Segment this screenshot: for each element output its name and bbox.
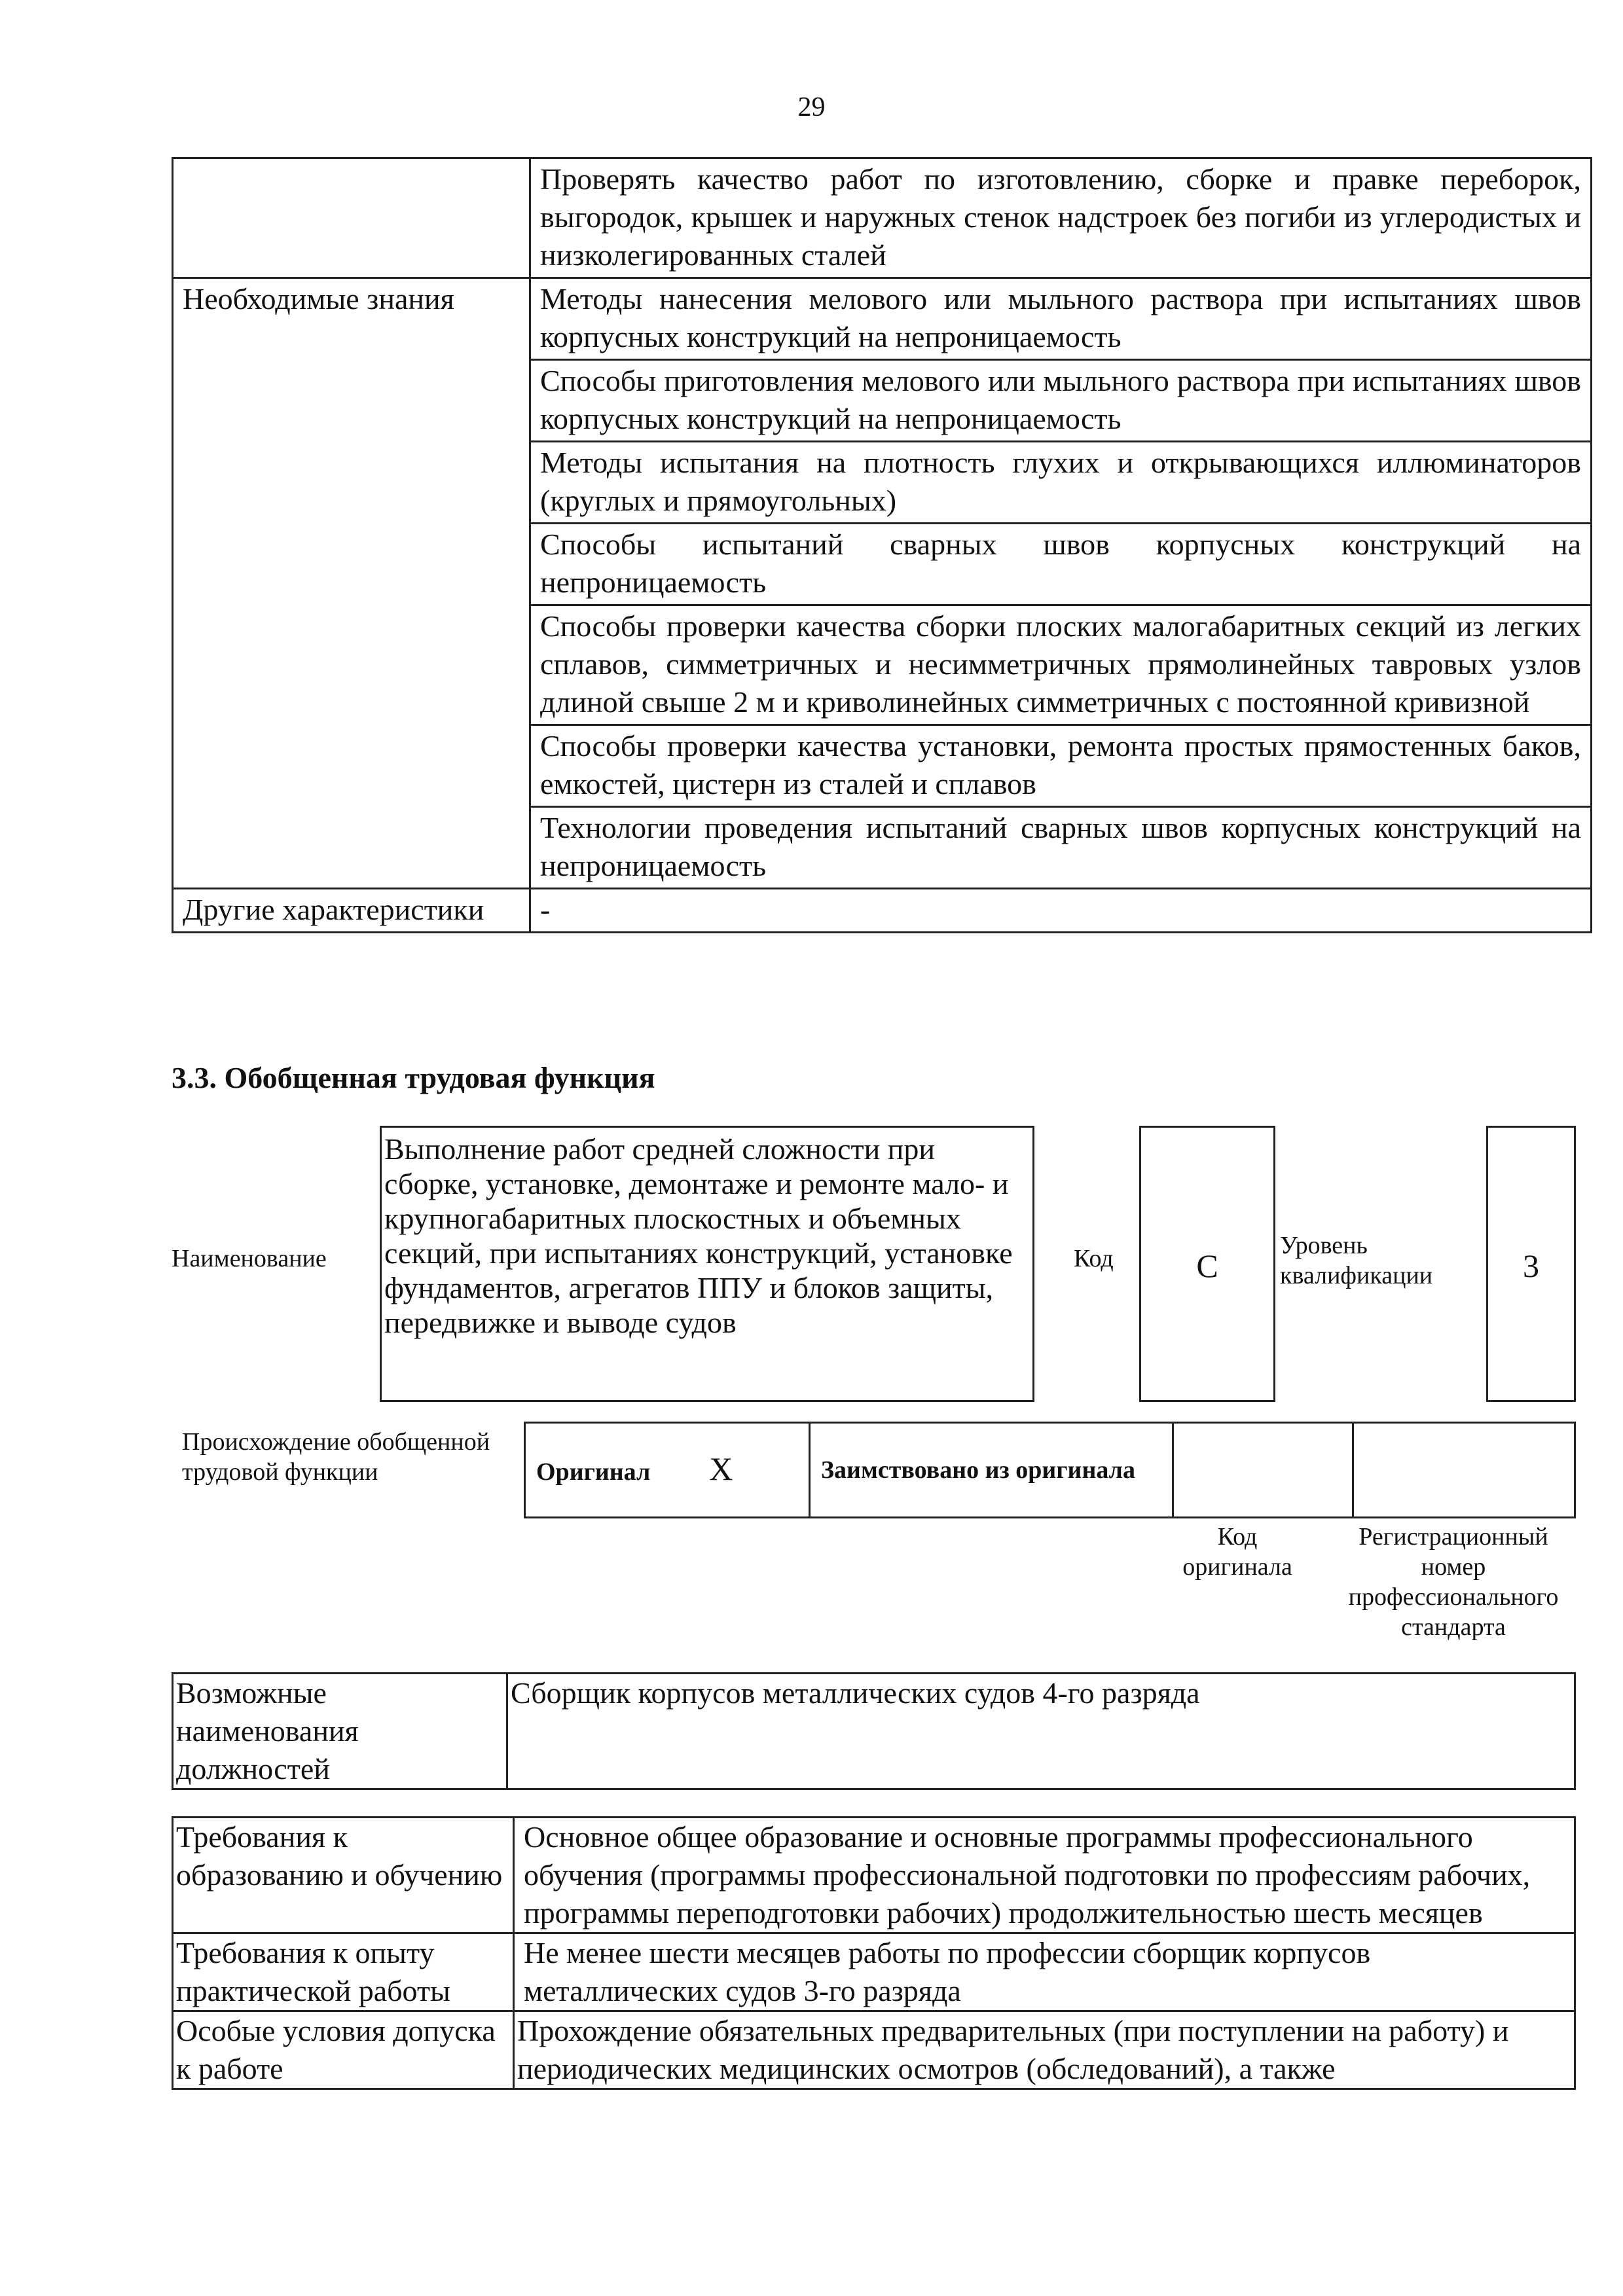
knowledge-item: Методы нанесения мелового или мыльного раствора при испытаниях швов корпусных конструкций на непроницаемость <box>530 278 1592 360</box>
function-name-box: Выполнение работ средней сложности при сборке, установке, демонтаже и ремонте мало- и крупногабаритных плоскостных и объемных секций, при испытаниях конструкций, установке фундаментов, агрегатов ППУ и блоков защиты, передвижке и выводе судов <box>380 1126 1034 1402</box>
original-cell <box>525 1423 810 1518</box>
admission-conditions-label: Особые условия допуска к работе <box>173 2011 514 2089</box>
education-requirements-label: Требования к образованию и обучению <box>173 1818 514 1933</box>
code-label: Код <box>1074 1245 1114 1272</box>
knowledge-item: Способы приготовления мелового или мыльного раствора при испытаниях швов корпусных конструкций на непроницаемость <box>530 360 1592 442</box>
page-number: 29 <box>797 92 826 122</box>
knowledge-label: Необходимые знания <box>173 278 530 889</box>
original-label: Оригинал <box>536 1458 651 1486</box>
other-characteristics-label: Другие характеристики <box>173 889 530 933</box>
table-row <box>173 1674 1575 1789</box>
table-row <box>525 1423 1575 1518</box>
section-heading: 3.3. Обобщенная трудовая функция <box>172 1061 655 1094</box>
original-mark: X <box>709 1450 733 1487</box>
qualification-level-box: 3 <box>1486 1126 1576 1402</box>
name-label: Наименование <box>172 1245 327 1272</box>
skills-knowledge-table <box>172 157 1592 933</box>
registration-caption: Регистрационный номер профессионального стандарта <box>1348 1523 1559 1641</box>
table-row <box>173 889 1592 933</box>
borrowed-label: Заимствовано из оригинала <box>810 1423 1173 1518</box>
knowledge-item: Технологии проведения испытаний сварных швов корпусных конструкций на непроницаемость <box>530 807 1592 889</box>
positions-table <box>172 1672 1576 1790</box>
empty-label-cell <box>173 158 530 278</box>
table-row <box>173 158 1592 278</box>
origin-table <box>524 1422 1576 1518</box>
knowledge-item: Методы испытания на плотность глухих и открывающихся иллюминаторов (круглых и прямоугольных) <box>530 442 1592 524</box>
experience-requirements-label: Требования к опыту практической работы <box>173 1933 514 2011</box>
table-row <box>173 1933 1575 2011</box>
knowledge-item: Способы проверки качества сборки плоских малогабаритных секций из легких сплавов, симметричных и несимметричных прямолинейных тавровых узлов длиной свыше 2 м и криволинейных симметричных с постоянной кривизной <box>530 605 1592 725</box>
skill-item: Проверять качество работ по изготовлению, сборке и правке переборок, выгородок, крышек и наружных стенок надстроек без погиби из углеродистых и низколегированных сталей <box>530 158 1592 278</box>
code-caption: Код оригинала <box>1182 1523 1292 1581</box>
origin-label: Происхождение обобщенной трудовой функции <box>182 1428 490 1486</box>
registration-number-cell <box>1353 1423 1575 1518</box>
requirements-table <box>172 1816 1576 2090</box>
positions-value: Сборщик корпусов металлических судов 4-го разряда <box>507 1674 1575 1789</box>
other-characteristics-value: - <box>530 889 1592 933</box>
positions-label: Возможные наименования должностей <box>173 1674 507 1789</box>
qualification-level-label: Уровень квалификации <box>1280 1232 1433 1289</box>
table-row <box>173 1818 1575 1933</box>
knowledge-item: Способы проверки качества установки, ремонта простых прямостенных баков, емкостей, цистерн из сталей и сплавов <box>530 725 1592 807</box>
function-code-box: C <box>1139 1126 1275 1402</box>
knowledge-item: Способы испытаний сварных швов корпусных конструкций на непроницаемость <box>530 524 1592 605</box>
table-row <box>173 278 1592 360</box>
experience-requirements-value: Не менее шести месяцев работы по профессии сборщик корпусов металлических судов 3-го разряда <box>514 1933 1575 2011</box>
education-requirements-value: Основное общее образование и основные программы профессионального обучения (программы профессиональной подготовки по профессиям рабочих, программы переподготовки рабочих) продолжительностью шесть месяцев <box>514 1818 1575 1933</box>
admission-conditions-value: Прохождение обязательных предварительных (при поступлении на работу) и периодических медицинских осмотров (обследований), а также <box>514 2011 1575 2089</box>
table-row <box>173 2011 1575 2089</box>
original-code-cell <box>1173 1423 1353 1518</box>
